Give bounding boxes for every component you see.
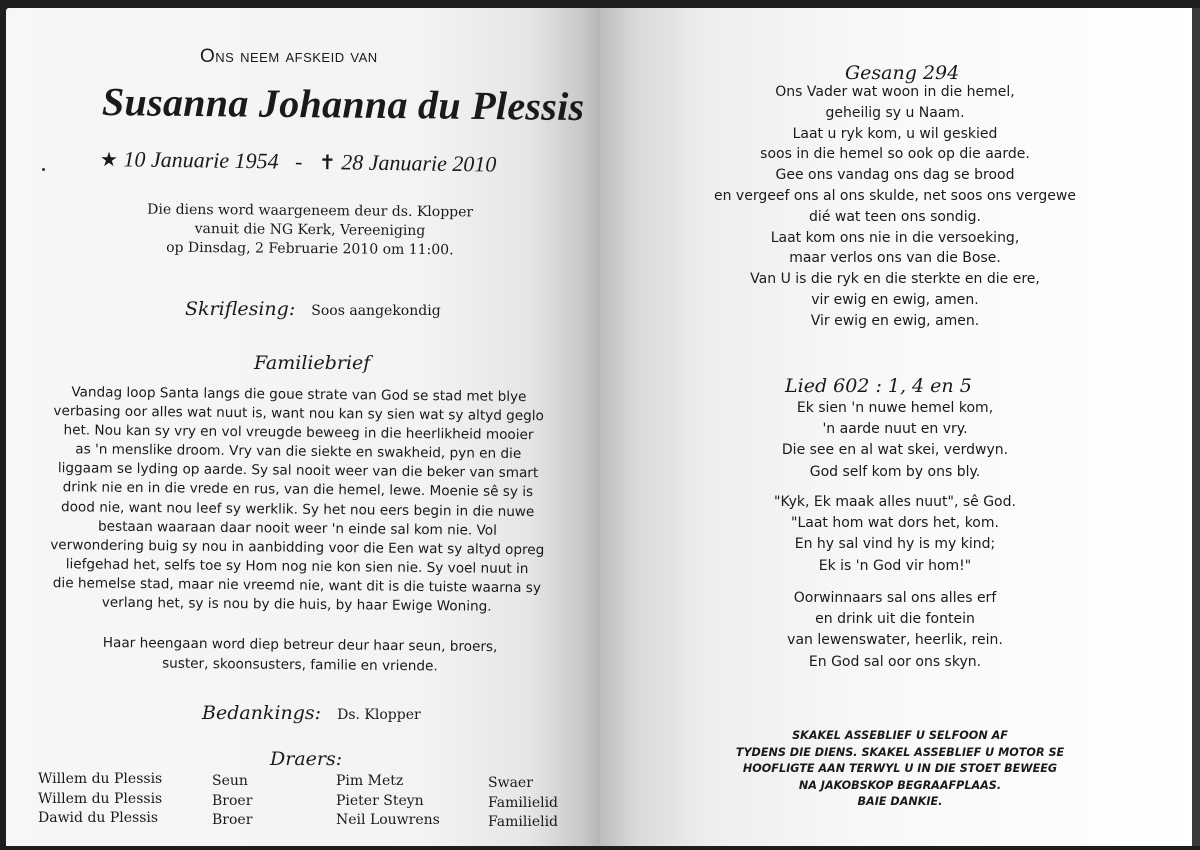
hymn-line: soos in die hemel so ook op die aarde. — [760, 146, 1030, 163]
letter-line: drink nie en in die vrede en rus, van die hemel, lewe. Moenie sê sy is — [62, 479, 534, 501]
scan-speck — [42, 168, 45, 171]
bedankings-label: Bedankings: — [202, 702, 322, 724]
hymn-line: Laat u ryk kom, u wil geskied — [792, 125, 998, 142]
gesang-heading: Gesang 294 — [845, 62, 960, 84]
service-line: Die diens word waargeneem deur ds. Klopper — [147, 201, 474, 221]
pallbearer-relation: Swaer — [488, 775, 533, 791]
letter-line: Vandag loop Santa langs die goue strate van God se stad met blye — [71, 384, 527, 406]
cross-icon: ✝ — [318, 152, 336, 175]
lied-heading: Lied 602 : 1, 4 en 5 — [785, 375, 972, 397]
familiebrief-heading: Familiebrief — [254, 352, 371, 374]
song-line: En hy sal vind hy is my kind; — [794, 536, 996, 553]
pallbearer-relation: Broer — [212, 812, 253, 828]
life-dates — [100, 146, 497, 178]
letter-line: het. Nou kan sy vry en vol vreugde beweeg in die heerlikheid mooier — [63, 422, 534, 444]
hymn-line: geheilig sy u Naam. — [825, 104, 965, 121]
pallbearer-name: Dawid du Plessis — [38, 810, 159, 826]
pallbearer-relation: Seun — [212, 773, 248, 789]
star-icon: ★ — [99, 149, 119, 172]
gesang-text — [700, 82, 1090, 332]
letter-line: die hemelse stad, maar nie vreemd nie, want dit is die tuiste waarna sy — [52, 575, 542, 597]
hymn-line: Vir ewig en ewig, amen. — [810, 312, 980, 329]
hymn-line: Van U is die ryk en die sterkte en die ere, — [750, 271, 1040, 288]
letter-line: dood nie, want nou leef sy werklik. Sy het nou eers begin in die nuwe — [60, 498, 535, 520]
hymn-line: Gee ons vandag ons dag se brood — [775, 167, 1015, 184]
pallbearer-name: Pieter Steyn — [336, 792, 424, 809]
pallbearer-names-right — [336, 772, 440, 831]
lied-stanza-3 — [740, 588, 1050, 673]
letter-line: bestaan waaraan daar nooit weer 'n einde sal kom nie. Vol — [97, 518, 497, 539]
song-line: van lewenswater, heerlik, rein. — [787, 632, 1003, 649]
song-line: Die see en al wat skei, verdwyn. — [781, 442, 1009, 459]
letter-line: liefgehad het, selfs toe sy Hom nog nie kon sien nie. Sy voel nuut in — [65, 556, 529, 577]
date-separator: - — [294, 148, 303, 174]
pallbearer-name: Willem du Plessis — [38, 790, 163, 807]
pallbearer-name: Pim Metz — [336, 773, 404, 789]
hymn-line: Ons Vader wat woon in die hemel, — [775, 84, 1015, 100]
birth-date: 10 Januarie 1954 — [123, 146, 279, 174]
bedankings-value: Ds. Klopper — [337, 707, 421, 723]
bedankings-row — [202, 702, 421, 724]
song-line: en drink uit die fontein — [815, 611, 975, 628]
deceased-name: Susanna Johanna du Plessis — [101, 79, 585, 130]
letter-line: verwondering buig sy nou in aanbidding voor die Een wat sy altyd opreg — [50, 536, 545, 558]
pallbearer-relation: Familielid — [488, 794, 559, 811]
notice-line: NA JAKOBSKOP BEGRAAFPLAAS. — [798, 778, 1002, 792]
song-line: "Kyk, Ek maak alles nuut", sê God. — [774, 494, 1016, 510]
mourn-line: suster, skoonsusters, familie en vriende. — [162, 655, 438, 674]
song-line: Ek is 'n God vir hom!" — [818, 557, 972, 574]
song-line: God self kom by ons bly. — [809, 463, 981, 480]
letter-line: as 'n menslike droom. Vry van die siekte en swakheid, pyn en die — [75, 441, 522, 463]
lied-stanza-2 — [740, 492, 1050, 577]
service-details — [130, 200, 490, 260]
hymn-line: maar verlos ons van die Bose. — [789, 250, 1001, 267]
service-line: op Dinsdag, 2 Februarie 2010 om 11:00. — [166, 239, 454, 259]
pallbearer-name: Neil Louwrens — [336, 812, 440, 828]
skriflesing-label: Skriflesing: — [185, 298, 296, 320]
hymn-line: Laat kom ons nie in die versoeking, — [770, 229, 1020, 246]
pallbearer-name: Willem du Plessis — [38, 771, 163, 787]
notice-line: TYDENS DIE DIENS. SKAKEL ASSEBLIEF U MOTOR SE — [735, 745, 1065, 759]
phone-notice — [715, 728, 1085, 811]
pallbearer-names-left — [38, 770, 162, 829]
intro-line: Ons neem afskeid van — [200, 46, 378, 67]
draers-heading: Draers: — [270, 748, 343, 770]
skriflesing-value: Soos aangekondig — [311, 303, 441, 319]
notice-line: SKAKEL ASSEBLIEF U SELFOON AF — [792, 729, 1008, 742]
scan-edge — [1192, 8, 1200, 846]
mourners-note — [60, 633, 540, 677]
pallbearer-relations-left — [212, 772, 252, 831]
death-date: 28 Januarie 2010 — [341, 149, 497, 177]
hymn-line: dié wat teen ons sondig. — [809, 208, 981, 225]
song-line: "Laat hom wat dors het, kom. — [791, 515, 999, 532]
family-letter — [42, 383, 554, 617]
hymn-line: en vergeef ons al ons skulde, net soos ons vergewe — [713, 187, 1076, 204]
song-line: 'n aarde nuut en vry. — [822, 421, 968, 438]
lied-stanza-1 — [740, 398, 1050, 483]
pallbearer-relation: Familielid — [488, 814, 559, 830]
song-line: Ek sien 'n nuwe hemel kom, — [796, 400, 994, 416]
service-line: vanuit die NG Kerk, Vereeniging — [194, 220, 426, 240]
letter-line: liggaam se lyding op aarde. Sy sal nooit weer van die beker van smart — [57, 460, 539, 482]
pallbearer-relations-right — [488, 774, 558, 833]
notice-line: HOOFLIGTE AAN TERWYL U IN DIE STOET BEWEEG — [742, 762, 1058, 775]
song-line: En God sal oor ons skyn. — [808, 653, 982, 670]
mourn-line: Haar heengaan word diep betreur deur haar seun, broers, — [102, 634, 498, 656]
notice-line: BAIE DANKIE. — [857, 795, 943, 808]
song-line: Oorwinnaars sal ons alles erf — [793, 590, 997, 606]
skriflesing-row — [185, 298, 441, 320]
letter-line: verlang het, sy is nou by die huis, by haar Ewige Woning. — [101, 594, 492, 615]
hymn-line: vir ewig en ewig, amen. — [811, 291, 979, 308]
letter-line: verbasing oor alles wat nuut is, want nou kan sy sien wat sy altyd geglo — [53, 403, 544, 425]
pallbearer-relation: Broer — [212, 792, 253, 809]
